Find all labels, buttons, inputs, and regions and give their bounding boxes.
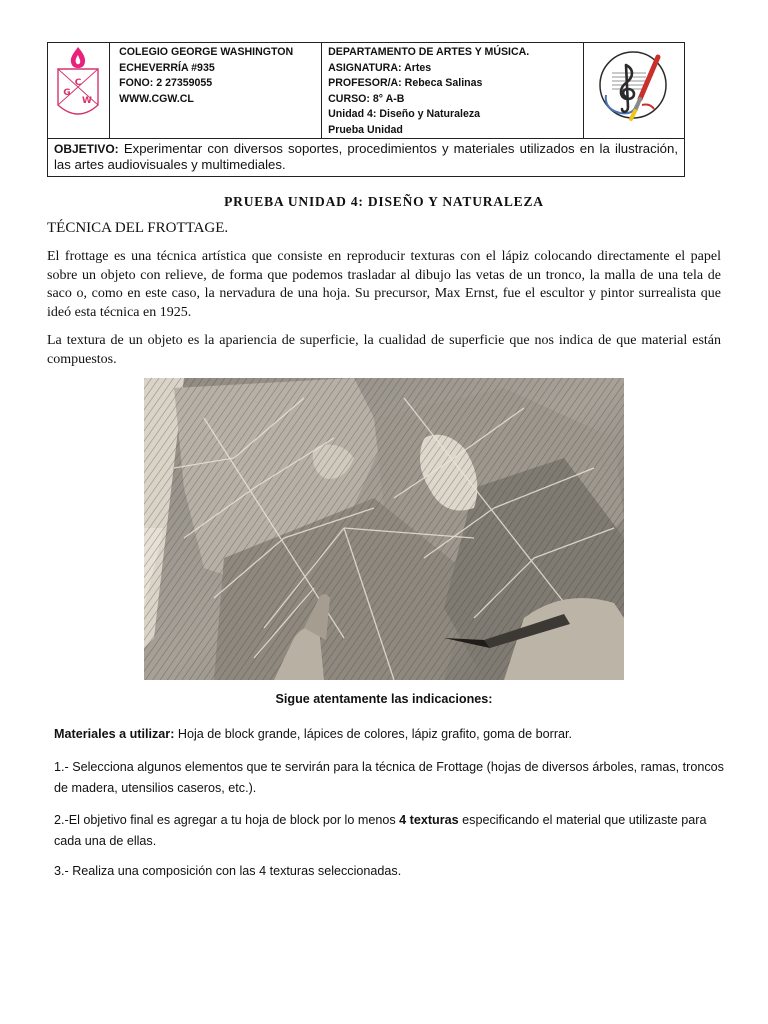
- step-2-after: especificando el material que utilizaste para cada una de ellas.: [54, 813, 707, 848]
- department-info: [322, 43, 584, 139]
- section-heading-tail: .: [224, 220, 229, 236]
- school-info: [110, 43, 322, 139]
- paragraph-texture: La textura de un objeto es la apariencia de superficie, la cualidad de superficie que nos indica de que material están compuestos.: [47, 333, 721, 367]
- subject-line: [328, 61, 583, 77]
- frottage-leaves-photo: [144, 378, 624, 680]
- section-heading: [47, 220, 228, 237]
- school-phone: FONO: 2 27359055: [119, 77, 213, 89]
- document-title: PRUEBA UNIDAD 4: DISEÑO Y NATURALEZA: [224, 194, 544, 209]
- teacher-value: Rebeca Salinas: [404, 77, 483, 89]
- school-logo-cell: [48, 43, 110, 139]
- subject-label: ASIGNATURA:: [328, 61, 402, 74]
- teacher-label: PROFESOR/A:: [328, 77, 402, 89]
- art-logo-cell: [584, 43, 685, 139]
- step-1: 1.- Selecciona algunos elementos que te servirán para la técnica de Frottage (hojas de diversos árboles, ramas, troncos de madera, utensilios caseros, etc.).: [54, 760, 724, 795]
- school-address: ECHEVERRÍA #935: [119, 61, 215, 74]
- svg-text:W: W: [82, 96, 92, 106]
- course-label: CURSO:: [328, 92, 370, 105]
- materials-text: Hoja de block grande, lápices de colores, lápiz grafito, goma de borrar.: [177, 727, 573, 741]
- objective-box: [48, 139, 685, 177]
- unit-label: Unidad 4:: [328, 108, 377, 120]
- section-heading-text: TÉCNICA DEL FROTTAGE: [47, 220, 225, 236]
- objective-text: Experimentar con diversos soportes, procedimientos y materiales utilizados en la ilustración, las artes audiovisuales y multimediales.: [54, 141, 678, 172]
- department-name: DEPARTAMENTO DE ARTES Y MÚSICA.: [328, 46, 530, 58]
- unit-line: [328, 107, 583, 123]
- music-art-icon: [584, 43, 682, 129]
- step-2-bold: 4 texturas: [399, 813, 459, 827]
- step-2: [54, 810, 724, 851]
- instructions-caption: Sigue atentamente las indicaciones:: [275, 692, 493, 706]
- svg-text:C: C: [74, 78, 82, 88]
- step-3: 3.- Realiza una composición con las 4 texturas seleccionadas.: [54, 864, 402, 878]
- step-2-before: 2.-El objetivo final es agregar a tu hoja de block por lo menos: [54, 813, 400, 827]
- unit-value: Diseño y Naturaleza: [379, 108, 481, 120]
- svg-text:G: G: [63, 88, 71, 98]
- header-table: [47, 42, 685, 172]
- paragraph-frottage: El frottage es una técnica artística que consiste en reproducir texturas con el lápiz colocando directamente el papel sobre un objeto con relieve, de forma que podemos trasladar al dibujo las vetas de un tronco, la malla de una tela de saco o, como en este caso, la nervadura de una hoja. Su precursor, Max Ernst, fue el escultor y pintor surrealista que ideó esta técnica en 1925.: [47, 249, 721, 320]
- materials-line: [54, 724, 724, 745]
- school-name: COLEGIO GEORGE WASHINGTON: [119, 46, 294, 58]
- teacher-line: [328, 76, 583, 92]
- objective-label: OBJETIVO:: [54, 142, 119, 156]
- subject-value: Artes: [404, 61, 432, 74]
- materials-label: Materiales a utilizar:: [54, 727, 175, 741]
- school-logo-icon: [48, 43, 108, 129]
- school-website: WWW.CGW.CL: [119, 92, 194, 105]
- test-line: Prueba Unidad: [328, 123, 403, 136]
- course-value: 8° A-B: [372, 92, 405, 105]
- course-line: [328, 92, 583, 108]
